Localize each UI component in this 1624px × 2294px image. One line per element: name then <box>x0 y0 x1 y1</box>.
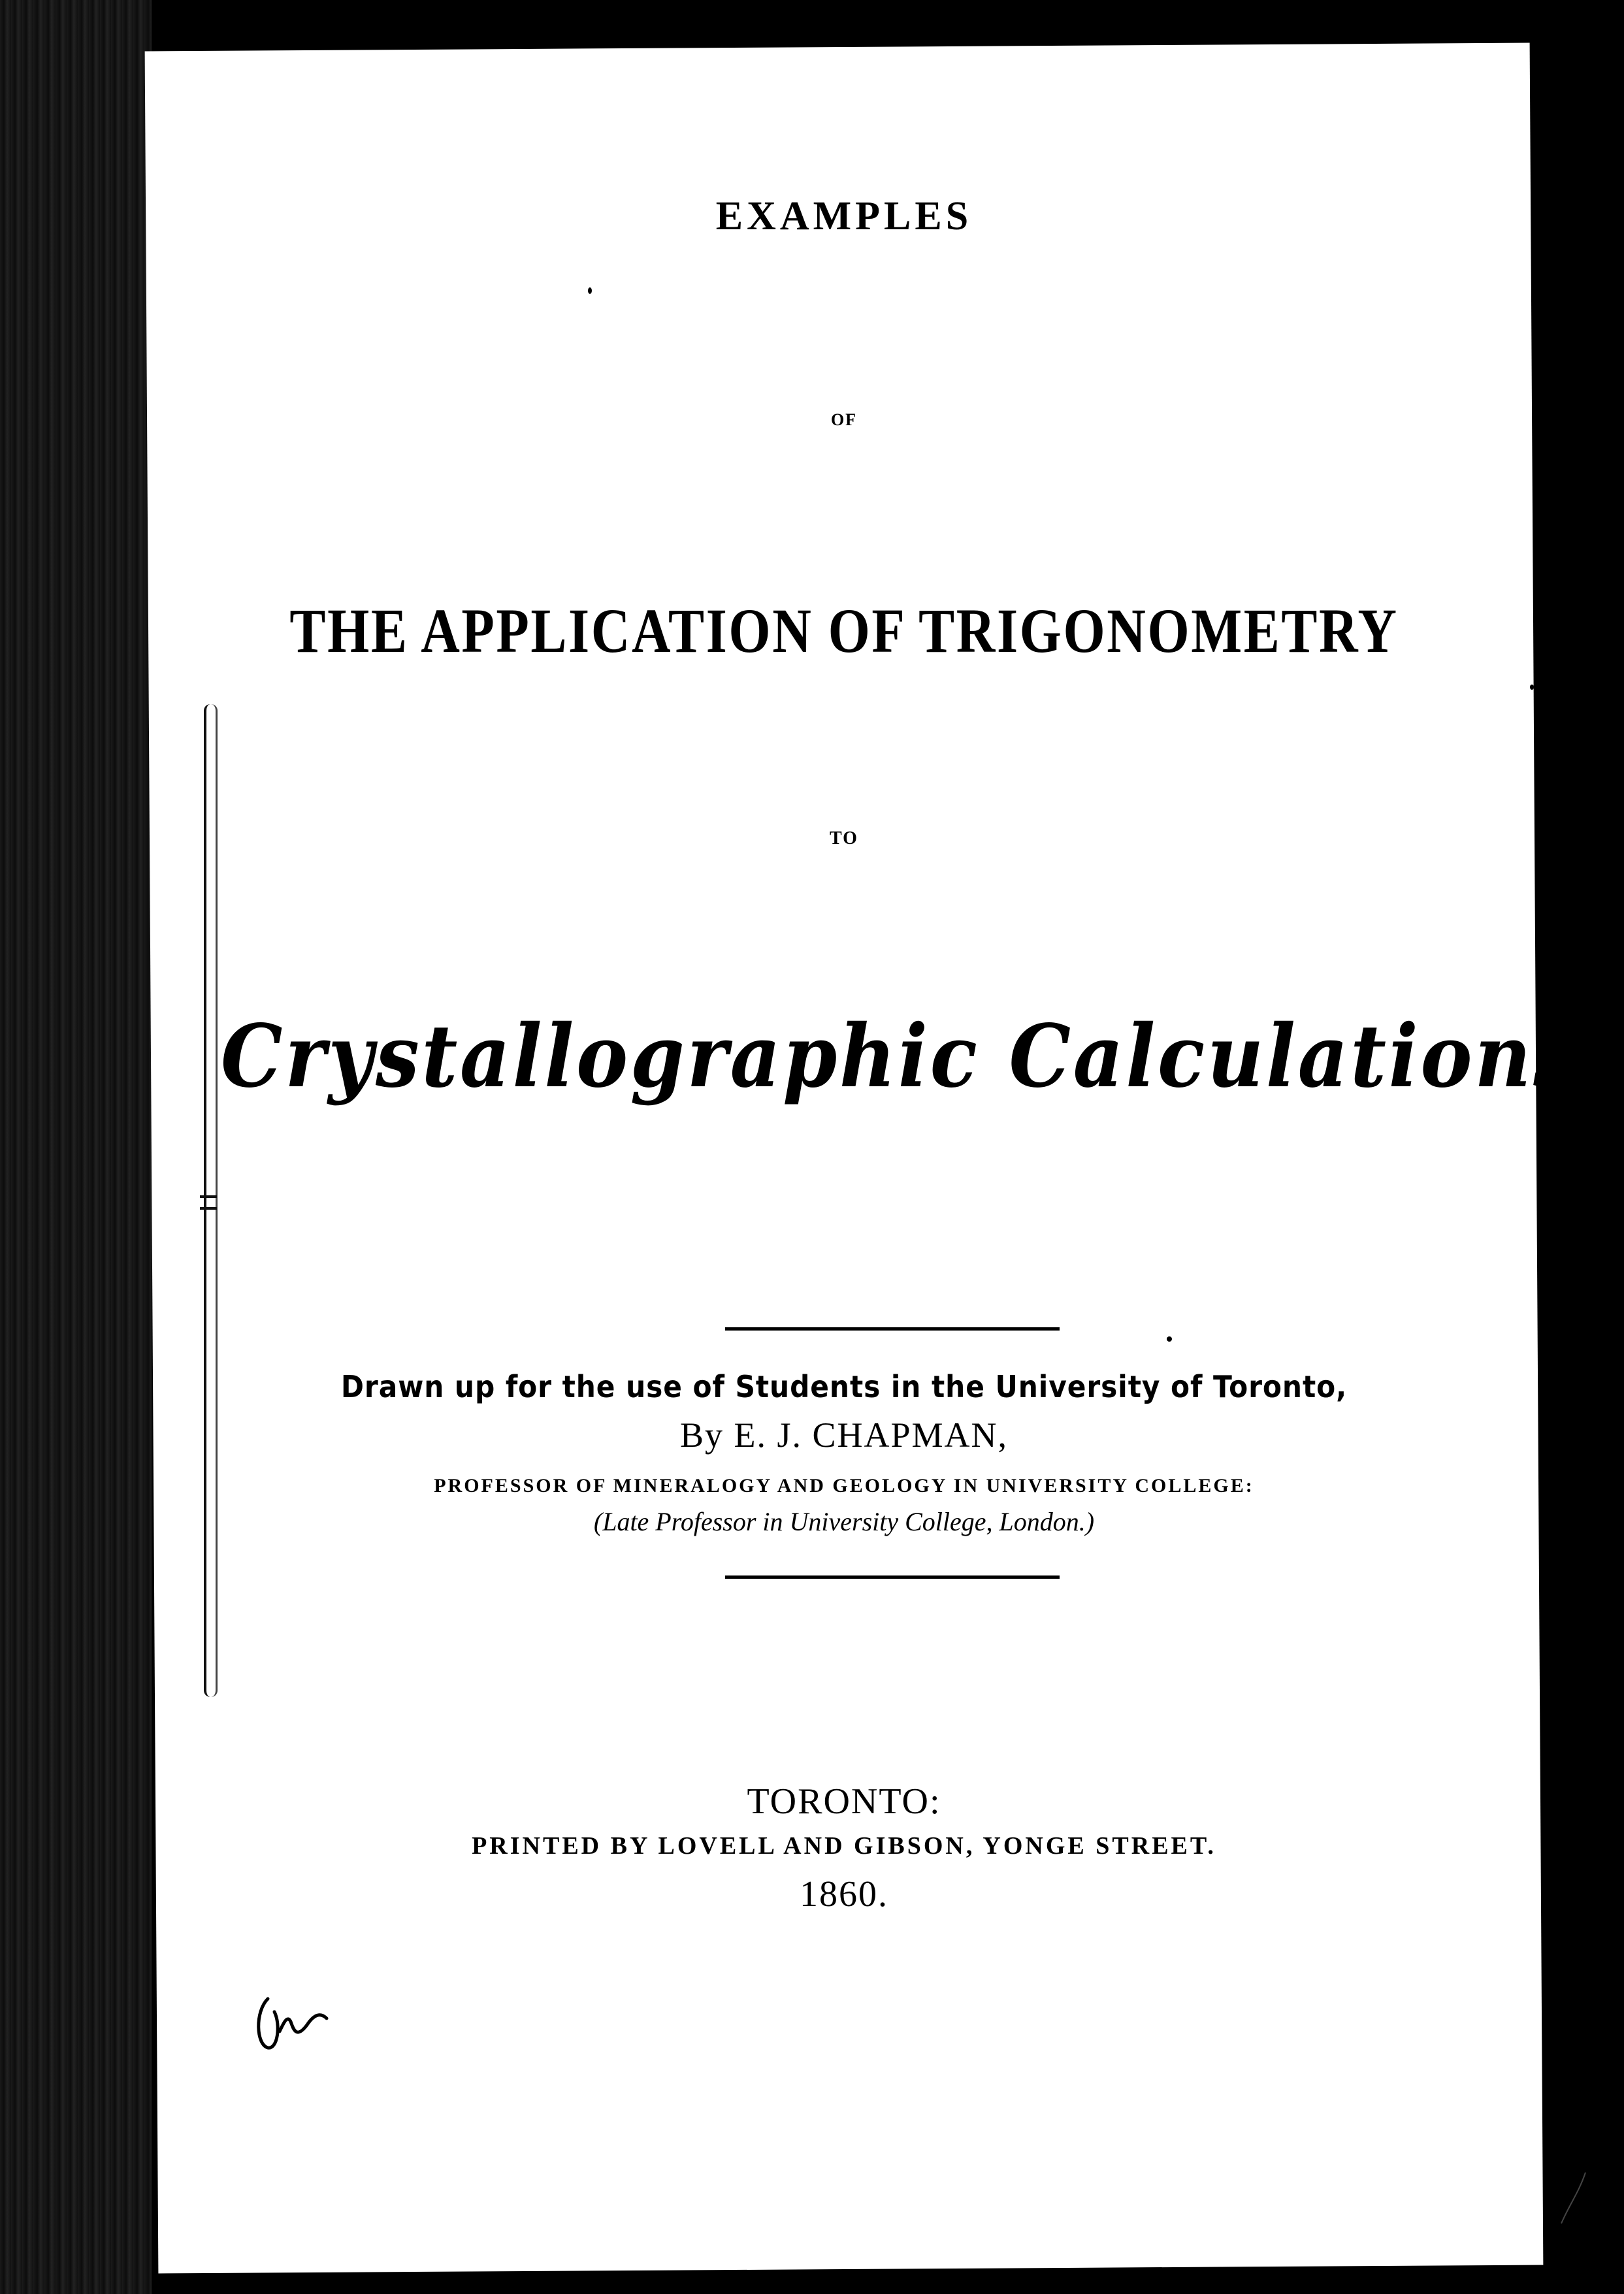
title-examples: EXAMPLES <box>715 194 973 238</box>
ink-speck <box>1167 1336 1172 1342</box>
rule-bottom <box>725 1575 1060 1579</box>
blackletter-subtitle: Crystallographic Calculations. <box>221 1006 1609 1107</box>
professor-line: PROFESSOR OF MINERALOGY AND GEOLOGY IN UNIVERSITY COLLEGE: <box>434 1475 1254 1496</box>
imprint-year: 1860. <box>800 1874 888 1914</box>
ink-speck <box>588 287 592 294</box>
title-to: TO <box>830 828 858 848</box>
binding-stitch-notch <box>200 1195 217 1210</box>
ink-speck <box>1057 8 1064 13</box>
main-title: THE APPLICATION OF TRIGONOMETRY <box>289 596 1399 666</box>
late-professor-line: (Late Professor in University College, London.) <box>593 1507 1095 1536</box>
imprint-place: TORONTO: <box>747 1781 941 1822</box>
imprint-printer: PRINTED BY LOVELL AND GIBSON, YONGE STREET. <box>472 1832 1216 1860</box>
author-name: E. J. CHAPMAN, <box>734 1415 1009 1455</box>
ink-speck <box>1078 8 1082 13</box>
title-of: OF <box>830 410 858 429</box>
author-line <box>152 1415 1536 1455</box>
handwritten-mark <box>248 1986 333 2058</box>
ink-speck <box>1530 685 1534 690</box>
page-corner-curl <box>1550 2166 1589 2225</box>
drawn-up-line: Drawn up for the use of Students in the University of Toronto, <box>340 1369 1348 1404</box>
rule-top <box>725 1327 1060 1331</box>
book-binding <box>0 0 152 2294</box>
title-page <box>145 43 1609 2274</box>
author-by: By <box>679 1415 724 1455</box>
